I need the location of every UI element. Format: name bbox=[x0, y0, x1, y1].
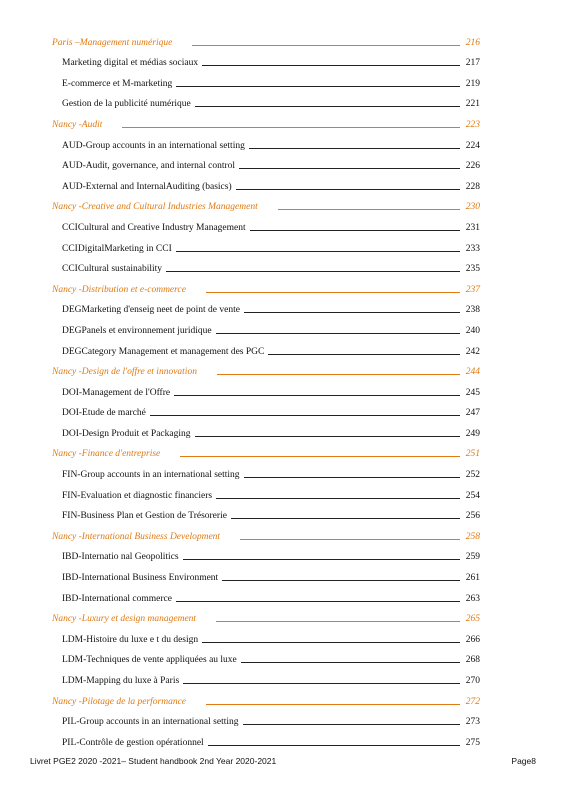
toc-entry-title: DOI-Management de l'Offre bbox=[62, 387, 171, 398]
toc-entry-title: Gestion de la publicité numérique bbox=[62, 99, 191, 110]
toc-section-title: Paris –Management numérique bbox=[52, 37, 173, 48]
toc-page-number: 266 bbox=[465, 634, 480, 645]
toc-leader-line bbox=[264, 339, 463, 360]
toc-page-number: 228 bbox=[465, 181, 480, 192]
toc-section-title: Nancy -Pilotage de la performance bbox=[52, 696, 187, 707]
toc-page-number: 242 bbox=[465, 346, 480, 357]
toc-page-number: 249 bbox=[465, 428, 480, 439]
toc-entry-title: PIL-Contrôle de gestion opérationnel bbox=[62, 737, 204, 748]
toc-page-number: 259 bbox=[465, 552, 480, 563]
toc-section-heading[interactable] bbox=[52, 195, 480, 216]
toc-leader-line bbox=[212, 318, 464, 339]
toc-entry[interactable] bbox=[52, 298, 480, 319]
toc-entry[interactable] bbox=[52, 730, 480, 751]
toc-entry[interactable] bbox=[52, 133, 480, 154]
toc-page-number: 273 bbox=[465, 717, 480, 728]
footer-page-number: Page8 bbox=[511, 756, 536, 766]
toc-section-heading[interactable] bbox=[52, 112, 480, 133]
toc-entry-title: IBD-International commerce bbox=[62, 593, 172, 604]
toc-entry-title: AUD-Group accounts in an international setting bbox=[62, 140, 245, 151]
toc-leader-line bbox=[235, 154, 464, 175]
toc-entry-title: IBD-International Business Environment bbox=[62, 573, 219, 584]
toc-entry-title: IBD-Internatio nal Geopolitics bbox=[62, 552, 179, 563]
toc-entry-title: CCICultural and Creative Industry Management bbox=[62, 222, 246, 233]
toc-entry[interactable] bbox=[52, 154, 480, 175]
toc-leader-line bbox=[239, 710, 464, 731]
toc-page-number: 244 bbox=[465, 367, 480, 378]
toc-leader-line bbox=[172, 236, 464, 257]
toc-entry-title: CCICultural sustainability bbox=[62, 264, 163, 275]
toc-page-number: 247 bbox=[465, 408, 480, 419]
toc-entry-title: FIN-Group accounts in an international setting bbox=[62, 470, 240, 481]
toc-entry[interactable] bbox=[52, 380, 480, 401]
toc-page-number: 233 bbox=[465, 243, 480, 254]
toc-entry-title: E-commerce et M-marketing bbox=[62, 78, 173, 89]
toc-page-number: 265 bbox=[465, 614, 480, 625]
toc-leader-line bbox=[179, 545, 464, 566]
toc-entry[interactable] bbox=[52, 174, 480, 195]
toc-entry[interactable] bbox=[52, 504, 480, 525]
toc-entry-title: CCIDigitalMarketing in CCI bbox=[62, 243, 172, 254]
toc-entry-title: LDM-Techniques de vente appliquées au luxe bbox=[62, 655, 237, 666]
toc-leader-line bbox=[186, 277, 464, 298]
toc-section-title: Nancy -Design de l'offre et innovation bbox=[52, 367, 197, 378]
toc-entry[interactable] bbox=[52, 586, 480, 607]
toc-page-number: 221 bbox=[465, 99, 480, 110]
toc-page-number: 254 bbox=[465, 490, 480, 501]
toc-entry[interactable] bbox=[52, 483, 480, 504]
toc-leader-line bbox=[191, 92, 464, 113]
toc-page-number: 235 bbox=[465, 264, 480, 275]
toc-entry-title: DEGMarketing d'enseig neet de point de vente bbox=[62, 305, 240, 316]
toc-entry[interactable] bbox=[52, 565, 480, 586]
toc-leader-line bbox=[212, 483, 464, 504]
toc-leader-line bbox=[227, 504, 464, 525]
toc-entry[interactable] bbox=[52, 257, 480, 278]
toc-page-number: 275 bbox=[465, 737, 480, 748]
toc-entry-title: DOI-Etude de marché bbox=[62, 408, 146, 419]
toc-section-title: Nancy -International Business Development bbox=[52, 531, 221, 542]
toc-leader-line bbox=[198, 627, 464, 648]
toc-section-heading[interactable] bbox=[52, 607, 480, 628]
toc-leader-line bbox=[160, 442, 463, 463]
toc-leader-line bbox=[220, 524, 464, 545]
toc-entry[interactable] bbox=[52, 215, 480, 236]
toc-entry-title: LDM-Mapping du luxe à Paris bbox=[62, 676, 180, 686]
toc-page-number: 230 bbox=[465, 202, 480, 213]
toc-section-title: Nancy -Creative and Cultural Industries Management bbox=[52, 202, 258, 213]
toc-section-heading[interactable] bbox=[52, 360, 480, 381]
toc-section-title: Nancy -Finance d'entreprise bbox=[52, 449, 161, 460]
toc-entry-title: LDM-Histoire du luxe e t du design bbox=[62, 634, 199, 645]
toc-page-number: 223 bbox=[465, 119, 480, 130]
toc-entry[interactable] bbox=[52, 236, 480, 257]
toc-leader-line bbox=[232, 174, 464, 195]
toc-entry[interactable] bbox=[52, 710, 480, 731]
toc-entry-title: AUD-Audit, governance, and internal control bbox=[62, 161, 236, 172]
toc-leader-line bbox=[237, 648, 464, 669]
toc-leader-line bbox=[172, 586, 464, 607]
footer-handbook-title: Livret PGE2 2020 -2021– Student handbook 2nd Year 2020-2021 bbox=[30, 756, 277, 766]
toc-entry[interactable] bbox=[52, 401, 480, 422]
toc-leader-line bbox=[172, 30, 463, 51]
toc-leader-line bbox=[240, 462, 464, 483]
toc-leader-line bbox=[240, 298, 464, 319]
toc-page-number: 252 bbox=[465, 470, 480, 481]
toc-section-heading[interactable] bbox=[52, 524, 480, 545]
toc-entry-title: FIN-Evaluation et diagnostic financiers bbox=[62, 490, 213, 501]
toc-leader-line bbox=[245, 133, 464, 154]
toc-leader-line bbox=[172, 71, 463, 92]
toc-page-number: 226 bbox=[465, 161, 480, 172]
toc-leader-line bbox=[246, 215, 464, 236]
toc-entry[interactable] bbox=[52, 668, 480, 689]
toc-page-number: 272 bbox=[465, 696, 480, 707]
toc-entry[interactable] bbox=[52, 339, 480, 360]
toc-page-number: 238 bbox=[465, 305, 480, 316]
toc-entry-title: DEGPanels et environnement juridique bbox=[62, 325, 212, 336]
toc-entry-title: DOI-Design Produit et Packaging bbox=[62, 428, 191, 439]
toc-leader-line bbox=[204, 730, 464, 751]
toc-page-number: 216 bbox=[465, 37, 480, 48]
toc-leader-line bbox=[218, 565, 464, 586]
toc-section-heading[interactable] bbox=[52, 30, 480, 51]
toc-entry[interactable] bbox=[52, 462, 480, 483]
toc-leader-line bbox=[258, 195, 464, 216]
toc-entry[interactable] bbox=[52, 421, 480, 442]
toc-entry-title: DEGCategory Management et management des PGC bbox=[62, 346, 265, 357]
toc-leader-line bbox=[179, 668, 464, 689]
toc-entry-title: AUD-External and InternalAuditing (basics) bbox=[62, 181, 232, 192]
toc-entry[interactable] bbox=[52, 51, 480, 72]
toc-page-number: 237 bbox=[465, 284, 480, 295]
toc-leader-line bbox=[198, 51, 464, 72]
toc-entry[interactable] bbox=[52, 71, 480, 92]
page-footer bbox=[30, 756, 536, 766]
toc-leader-line bbox=[196, 607, 464, 628]
toc-section-title: Nancy -Audit bbox=[52, 119, 103, 130]
toc-page-number: 251 bbox=[465, 449, 480, 460]
toc-section-heading[interactable] bbox=[52, 689, 480, 710]
toc-page-number: 219 bbox=[465, 78, 480, 89]
toc-leader-line bbox=[197, 360, 464, 381]
toc-entry[interactable] bbox=[52, 318, 480, 339]
toc-leader-line bbox=[102, 112, 463, 133]
toc-entry-title: PIL-Group accounts in an international setting bbox=[62, 717, 239, 728]
toc-page-number: 256 bbox=[465, 511, 480, 522]
table-of-contents bbox=[52, 30, 480, 751]
toc-entry[interactable] bbox=[52, 627, 480, 648]
toc-entry[interactable] bbox=[52, 545, 480, 566]
toc-section-heading[interactable] bbox=[52, 442, 480, 463]
toc-entry[interactable] bbox=[52, 648, 480, 669]
toc-page-number: 224 bbox=[465, 140, 480, 151]
toc-page-number: 231 bbox=[465, 222, 480, 233]
toc-entry-title: Marketing digital et médias sociaux bbox=[62, 58, 199, 69]
toc-page-number: 217 bbox=[465, 58, 480, 69]
toc-section-title: Nancy -Distribution et e-commerce bbox=[52, 284, 186, 295]
toc-leader-line bbox=[162, 257, 464, 278]
toc-leader-line bbox=[170, 380, 464, 401]
toc-leader-line bbox=[191, 421, 464, 442]
toc-page-number: 245 bbox=[465, 387, 480, 398]
toc-section-heading[interactable] bbox=[52, 277, 480, 298]
toc-leader-line bbox=[186, 689, 464, 710]
toc-leader-line bbox=[146, 401, 464, 422]
toc-entry-title: FIN-Business Plan et Gestion de Trésorerie bbox=[62, 511, 227, 522]
toc-entry[interactable] bbox=[52, 92, 480, 113]
toc-section-title: Nancy -Luxury et design management bbox=[52, 614, 197, 625]
toc-page-number: 258 bbox=[465, 531, 480, 542]
toc-page-number: 270 bbox=[465, 676, 480, 686]
toc-page-number: 268 bbox=[465, 655, 480, 666]
toc-page-number: 263 bbox=[465, 593, 480, 604]
toc-page-number: 240 bbox=[465, 325, 480, 336]
toc-page-number: 261 bbox=[465, 573, 480, 584]
